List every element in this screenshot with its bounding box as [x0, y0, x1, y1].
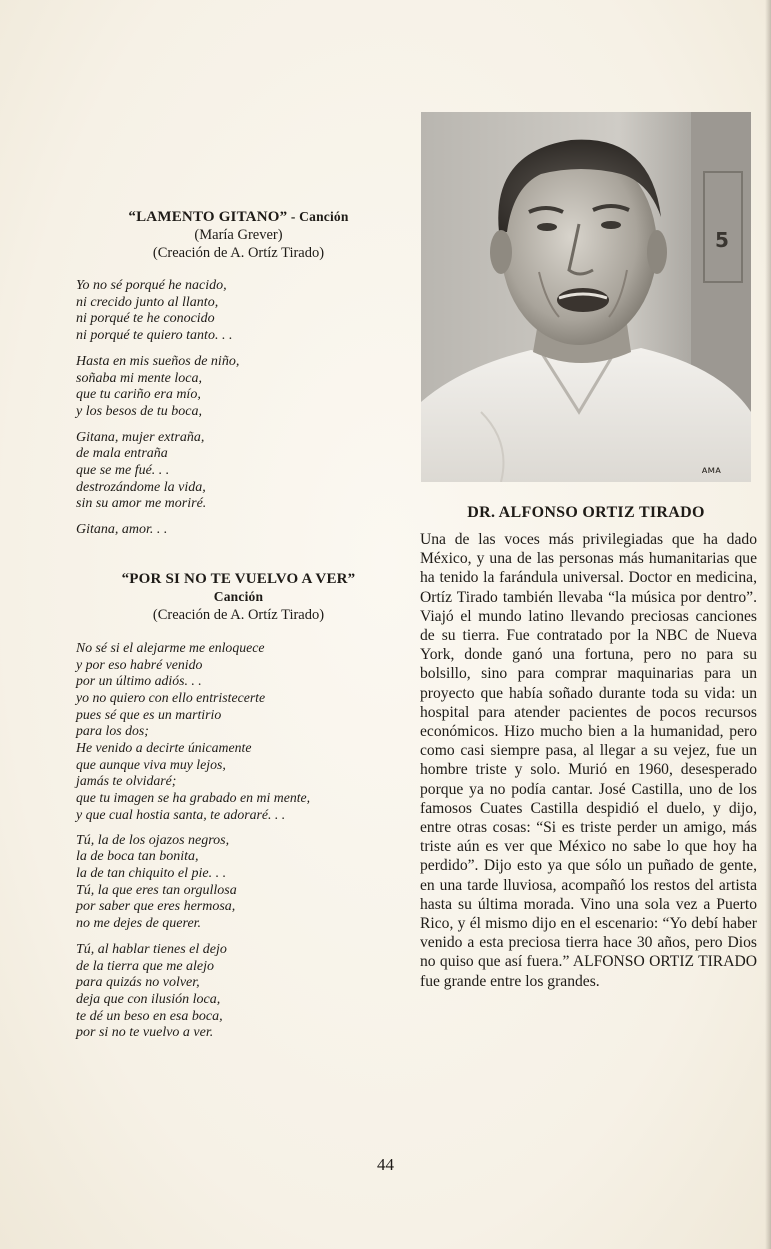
page-number: 44 — [377, 1155, 394, 1174]
svg-text:5: 5 — [715, 228, 729, 252]
song2-credit: (Creación de A. Ortíz Tirado) — [152, 606, 325, 623]
song2-stanza-3: Tú, al hablar tienes el dejo de la tierra que me alejo para quizás no volver, deja que con ilusión loca, te dé un beso en esa boca, por si no te vuelvo a ver. — [76, 941, 227, 1041]
song1-title: “LAMENTO GITANO” — [128, 209, 288, 225]
bio-heading: DR. ALFONSO ORTIZ TIRADO — [467, 504, 705, 521]
song2-title: “POR SI NO TE VUELVO A VER” — [121, 570, 356, 587]
song1-credit: (Creación de A. Ortíz Tirado) — [152, 245, 325, 261]
song2-subtitle: Canción — [213, 588, 264, 604]
lyrics-column — [76, 208, 401, 1051]
song1-author: (María Grever) — [194, 227, 283, 243]
song1-title-suffix: - Canción — [287, 209, 349, 224]
song1-header — [76, 208, 401, 262]
song1-stanza-2: Hasta en mis sueños de niño, soñaba mi mente loca, que tu cariño era mío, y los besos de tu boca, — [76, 353, 240, 419]
song2-stanza-2: Tú, la de los ojazos negros, la de boca tan bonita, la de tan chiquito el pie. . . Tú, la que eres tan orgullosa por saber que eres hermosa, no me dejes de querer. — [76, 832, 237, 932]
song2-stanza-1: No sé si el alejarme me enloquece y por eso habré venido por un último adiós. . . yo no quiero con ello entristecerte pues sé que es un martirio para los dos; He venido a decirte únicamente que aunque viva muy lejos, jamás te olvidaré; que tu imagen se ha grabado en mi mente, y que cual hostia santa, te adoraré. . . — [76, 639, 311, 822]
song2-header — [76, 570, 401, 624]
bio-text: Una de las voces más privilegiadas que ha dado México, y una de las personas más humanitarias que ha tenido la farándula universal. Doctor en medicina, Ortíz Tirado también llevaba “la música por dentro”. Viajó el mundo latino llevando preciosas canciones de su tierra. Fue contratado por la NBC de Nueva York, donde ganó una fortuna, pero no para su bolsillo, sino para comprar maquinarias para un proyecto que había soñado durante toda su vida: un hospital para atender pacientes de pocos recursos económicos. Hizo mucho bien a la humanidad, pero como casi siempre pasa, al llegar a su vejez, fue un hombre triste y solo. Murió en 1960, desesperado porque ya no podía cantar. José Castilla, uno de los famosos Cuates Castilla despidió el duelo, y dijo, entre otras cosas: “Si es triste perder un amigo, más triste aún es ver que México no sabe lo que hoy ha perdido”. Dijo esto ya que sólo un puñado de gente, en una tarde lluviosa, acompañó los restos del artista hasta su última morada. Vino una sola vez a Puerto Rico, y él mismo dijo en el escenario: “Yo debí haber venido a esta preciosa tierra hace 30 años, pero Dios no quiso que así fuera.” ALFONSO ORTIZ TIRADO fue grande entre los grandes. — [420, 531, 757, 990]
song1-title-line — [76, 208, 401, 226]
song1-stanza-1: Yo no sé porqué he nacido, ni crecido junto al llanto, ni porqué te he conocido ni porqué te quiero tanto. . . — [76, 278, 233, 344]
photo-signature: ᴀᴍᴀ — [701, 465, 721, 476]
page-edge-shadow — [765, 0, 771, 1249]
song1-stanza-4: Gitana, amor. . . — [76, 522, 168, 538]
portrait-illustration — [421, 112, 751, 482]
portrait-photo — [421, 112, 751, 482]
song1-stanza-3: Gitana, mujer extraña, de mala entraña que se me fué. . . destrozándome la vida, sin su amor me moriré. — [76, 429, 207, 512]
